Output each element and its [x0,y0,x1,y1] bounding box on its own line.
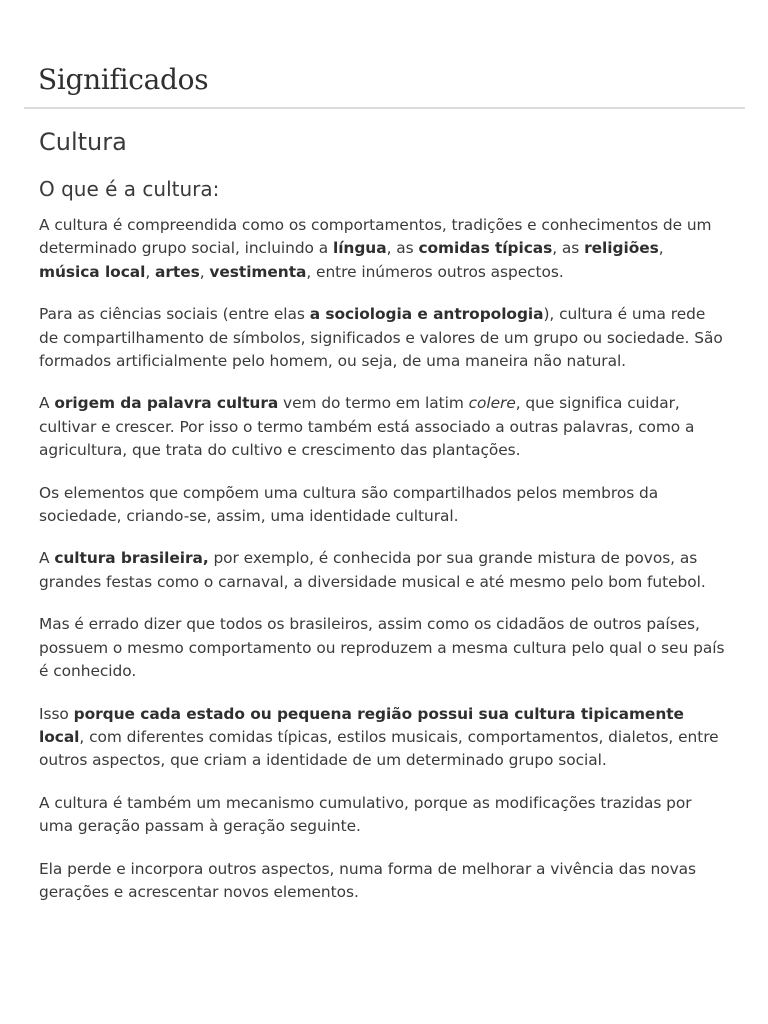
text-run: ), cultura é uma rede de compartilhamento de símbolos, significados e valores de um grupo ou sociedade. São formados artificialmente pelo homem, ou seja, de uma maneira não natural. [39,305,723,371]
header-divider [24,107,745,109]
text-run: A [39,549,55,568]
bold-term: língua [332,239,387,258]
text-run: Os elementos que compõem uma cultura são compartilhados pelos membros da sociedade, criando-se, assim, uma identidade cultural. [39,483,659,526]
bold-term: porque cada estado ou pequena região possui sua cultura tipicamente local [39,704,684,746]
paragraph [39,613,729,683]
text-run: , [145,262,156,281]
text-run: Ela perde e incorpora outros aspectos, numa forma de melhorar a vivência das novas gerações e acrescentar novos elementos. [39,859,696,901]
article-body [39,214,729,904]
bold-term: artes [155,262,200,281]
article [39,124,729,904]
bold-term: música local [39,262,146,281]
italic-term: colere [468,394,516,413]
bold-term: religiões [584,239,659,258]
paragraph [39,392,729,462]
bold-term: cultura brasileira, [54,549,209,568]
bold-term: origem da palavra cultura [54,394,279,413]
text-run: , com diferentes comidas típicas, estilos musicais, comportamentos, dialetos, entre outros aspectos, que criam a identidade de um determinado grupo social. [39,727,719,770]
paragraph [39,303,729,373]
section-heading: O que é a cultura: [39,177,220,201]
text-run: A cultura é compreendida como os comportamentos, tradições e conhecimentos de um determinado grupo social, incluindo a [39,216,712,258]
paragraph [39,703,729,773]
text-run: A [39,394,55,413]
text-run: , as [552,239,585,258]
site-header [0,0,768,110]
paragraph [39,214,729,284]
text-run: A cultura é também um mecanismo cumulativo, porque as modificações trazidas por uma geração passam à geração seguinte. [39,793,692,836]
paragraph [39,482,729,529]
site-logo[interactable]: Significados [38,63,209,96]
page-title: Cultura [39,128,127,156]
bold-term: vestimenta [209,262,307,281]
text-run: Mas é errado dizer que todos os brasileiros, assim como os cidadãos de outros países, possuem o mesmo comportamento ou reproduzem a mesma cultura pelo qual o seu país é conhecido. [39,615,725,681]
text-run: , as [386,239,419,258]
text-run: por exemplo, é conhecida por sua grande mistura de povos, as grandes festas como o carnaval, a diversidade musical e até mesmo pelo bom futebol. [39,549,706,591]
bold-term: comidas típicas [418,239,553,258]
bold-term: a sociologia e antropologia [309,305,544,324]
text-run: , [199,262,210,281]
text-run: Para as ciências sociais (entre elas [39,305,310,324]
paragraph [39,547,729,594]
text-run: , que significa cuidar, cultivar e crescer. Por isso o termo também está associado a outras palavras, como a agricultura, que trata do cultivo e crescimento das plantações. [39,394,695,460]
text-run: , entre inúmeros outros aspectos. [306,262,564,281]
text-run: , [658,239,664,258]
text-run: vem do termo em latim [278,394,469,413]
paragraph [39,792,729,839]
text-run: Isso [39,704,74,723]
paragraph [39,858,729,905]
